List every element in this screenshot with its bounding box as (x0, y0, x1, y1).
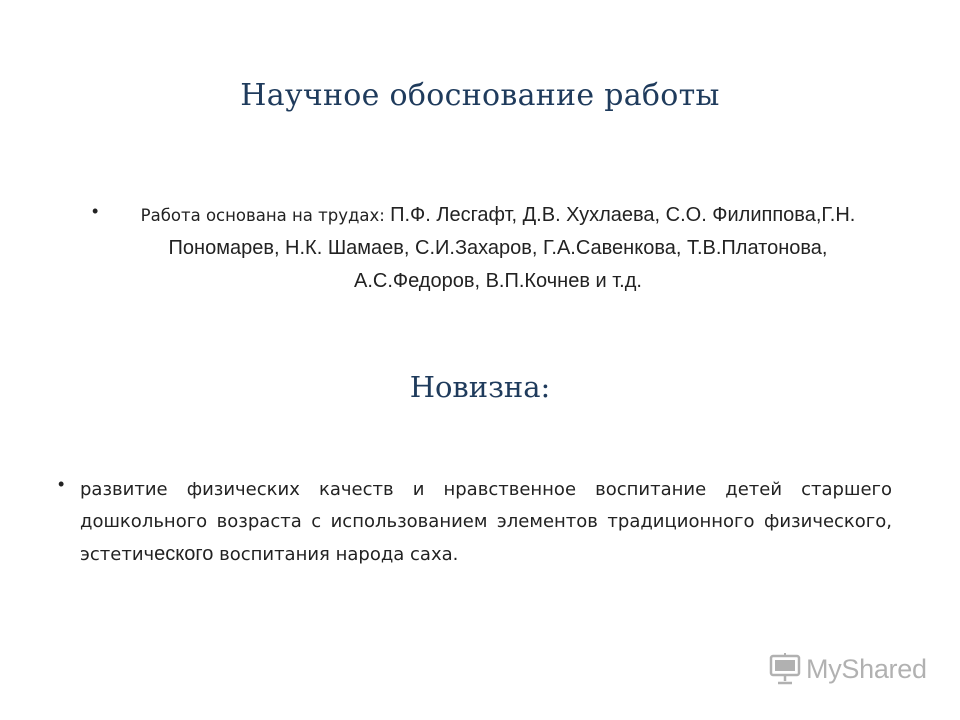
authors-lead: Работа основана на трудах: (140, 206, 391, 225)
slide-title: Научное обоснование работы (240, 78, 720, 113)
presentation-board-icon (768, 652, 802, 686)
bullet-icon: • (58, 474, 65, 494)
watermark-text: MyShared (806, 653, 927, 684)
novelty-text-part1: развитие физических качеств и нравственное воспитание детей старшего дошкольного возраста с использованием элементов традиционного физического, эстетич (80, 479, 892, 565)
novelty-text-part2: еского (154, 543, 214, 565)
bullet-icon: • (92, 201, 99, 221)
novelty-title: Новизна: (409, 370, 551, 404)
authors-list: П.Ф. Лесгафт, Д.В. Хухлаева, С.О. Филиппова,Г.Н. Пономарев, Н.К. Шамаев, С.И.Захаров, Г.А.Савенкова, Т.В.Платонова, А.С.Федоров, В.П.Кочнев и т.д. (168, 204, 856, 292)
authors-paragraph (104, 199, 892, 298)
watermark-logo[interactable] (768, 652, 927, 686)
novelty-text-part3: воспитания народа саха. (213, 544, 459, 565)
authors-bullet (92, 199, 892, 298)
novelty-paragraph (80, 474, 892, 571)
novelty-bullet (58, 474, 908, 571)
